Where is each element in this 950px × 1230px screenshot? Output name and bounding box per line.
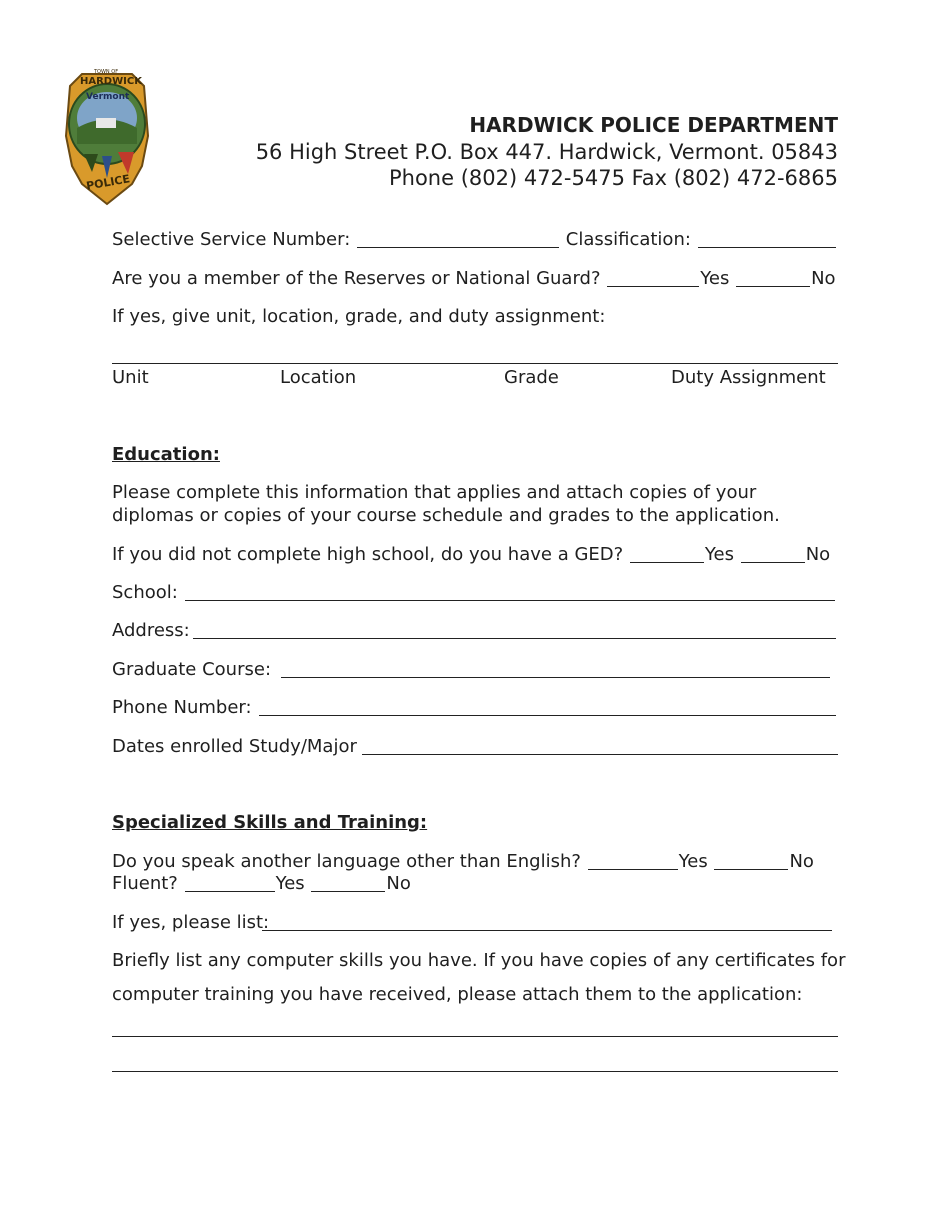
ged-no-label: No [805, 544, 831, 565]
classification-label: Classification: [565, 229, 691, 250]
graduate-course-field[interactable] [281, 677, 830, 678]
col-unit: Unit [112, 367, 149, 388]
ged-question: If you did not complete high school, do you have a GED? [112, 544, 624, 565]
computer-skills-field-2[interactable] [112, 1071, 838, 1072]
language-yes-field[interactable] [588, 851, 678, 870]
language-no-label: No [789, 851, 814, 872]
ged-row [112, 544, 830, 565]
fluent-yes-label: Yes [275, 873, 305, 894]
col-grade: Grade [504, 367, 559, 388]
phone-number-field[interactable] [259, 715, 836, 716]
computer-skills-text-1: Briefly list any computer skills you have. If you have copies of any certificates for [112, 950, 846, 971]
dates-enrolled-label: Dates enrolled Study/Major [112, 736, 357, 757]
language-no-field[interactable] [714, 851, 788, 870]
computer-skills-text-2: computer training you have received, please attach them to the application: [112, 984, 803, 1005]
reserves-row [112, 268, 836, 289]
address-label: Address: [112, 620, 190, 641]
school-field[interactable] [185, 600, 835, 601]
department-address: 56 High Street P.O. Box 447. Hardwick, Vermont. 05843 [255, 140, 838, 164]
badge-police-text: POLICE [85, 172, 131, 193]
fluent-no-field[interactable] [311, 873, 385, 892]
education-instructions-1: Please complete this information that applies and attach copies of your [112, 482, 757, 503]
reserves-yes-label: Yes [700, 268, 730, 289]
selective-service-label: Selective Service Number: [112, 229, 351, 250]
education-instructions-2: diplomas or copies of your course schedule and grades to the application. [112, 505, 780, 526]
badge-state-text: Vermont [86, 92, 130, 102]
ged-yes-field[interactable] [630, 544, 704, 563]
languages-list-label: If yes, please list: [112, 912, 270, 933]
skills-heading: Specialized Skills and Training: [112, 812, 428, 833]
selective-service-row [112, 229, 837, 250]
department-name: HARDWICK POLICE DEPARTMENT [469, 113, 838, 137]
police-badge-logo [62, 66, 152, 206]
ged-no-field[interactable] [741, 544, 805, 563]
fluent-yes-field[interactable] [185, 873, 275, 892]
col-location: Location [280, 367, 357, 388]
computer-skills-field-1[interactable] [112, 1036, 838, 1037]
graduate-course-label: Graduate Course: [112, 659, 272, 680]
address-field[interactable] [193, 638, 836, 639]
ged-yes-label: Yes [704, 544, 734, 565]
department-phone: Phone (802) 472-5475 Fax (802) 472-6865 [388, 166, 838, 190]
education-heading: Education: [112, 444, 220, 465]
assignment-field-line[interactable] [112, 363, 838, 364]
selective-service-field[interactable] [357, 229, 559, 248]
reserves-no-label: No [811, 268, 836, 289]
classification-field[interactable] [698, 229, 836, 248]
reserves-no-field[interactable] [736, 268, 810, 287]
fluent-no-label: No [386, 873, 411, 894]
language-yes-label: Yes [678, 851, 708, 872]
reserves-yes-field[interactable] [607, 268, 699, 287]
language-row [112, 851, 814, 872]
reserves-question: Are you a member of the Reserves or National Guard? [112, 268, 601, 289]
if-yes-instructions: If yes, give unit, location, grade, and duty assignment: [112, 306, 606, 327]
languages-list-field[interactable] [262, 930, 832, 931]
phone-number-label: Phone Number: [112, 697, 252, 718]
fluent-row [112, 873, 411, 894]
school-label: School: [112, 582, 178, 603]
language-question: Do you speak another language other than English? [112, 851, 581, 872]
badge-name-text: HARDWICK [80, 76, 142, 87]
badge-town-text: TOWN OF [94, 69, 119, 75]
dates-enrolled-field[interactable] [362, 754, 838, 755]
col-duty-assignment: Duty Assignment [671, 367, 826, 388]
fluent-label: Fluent? [112, 873, 178, 894]
